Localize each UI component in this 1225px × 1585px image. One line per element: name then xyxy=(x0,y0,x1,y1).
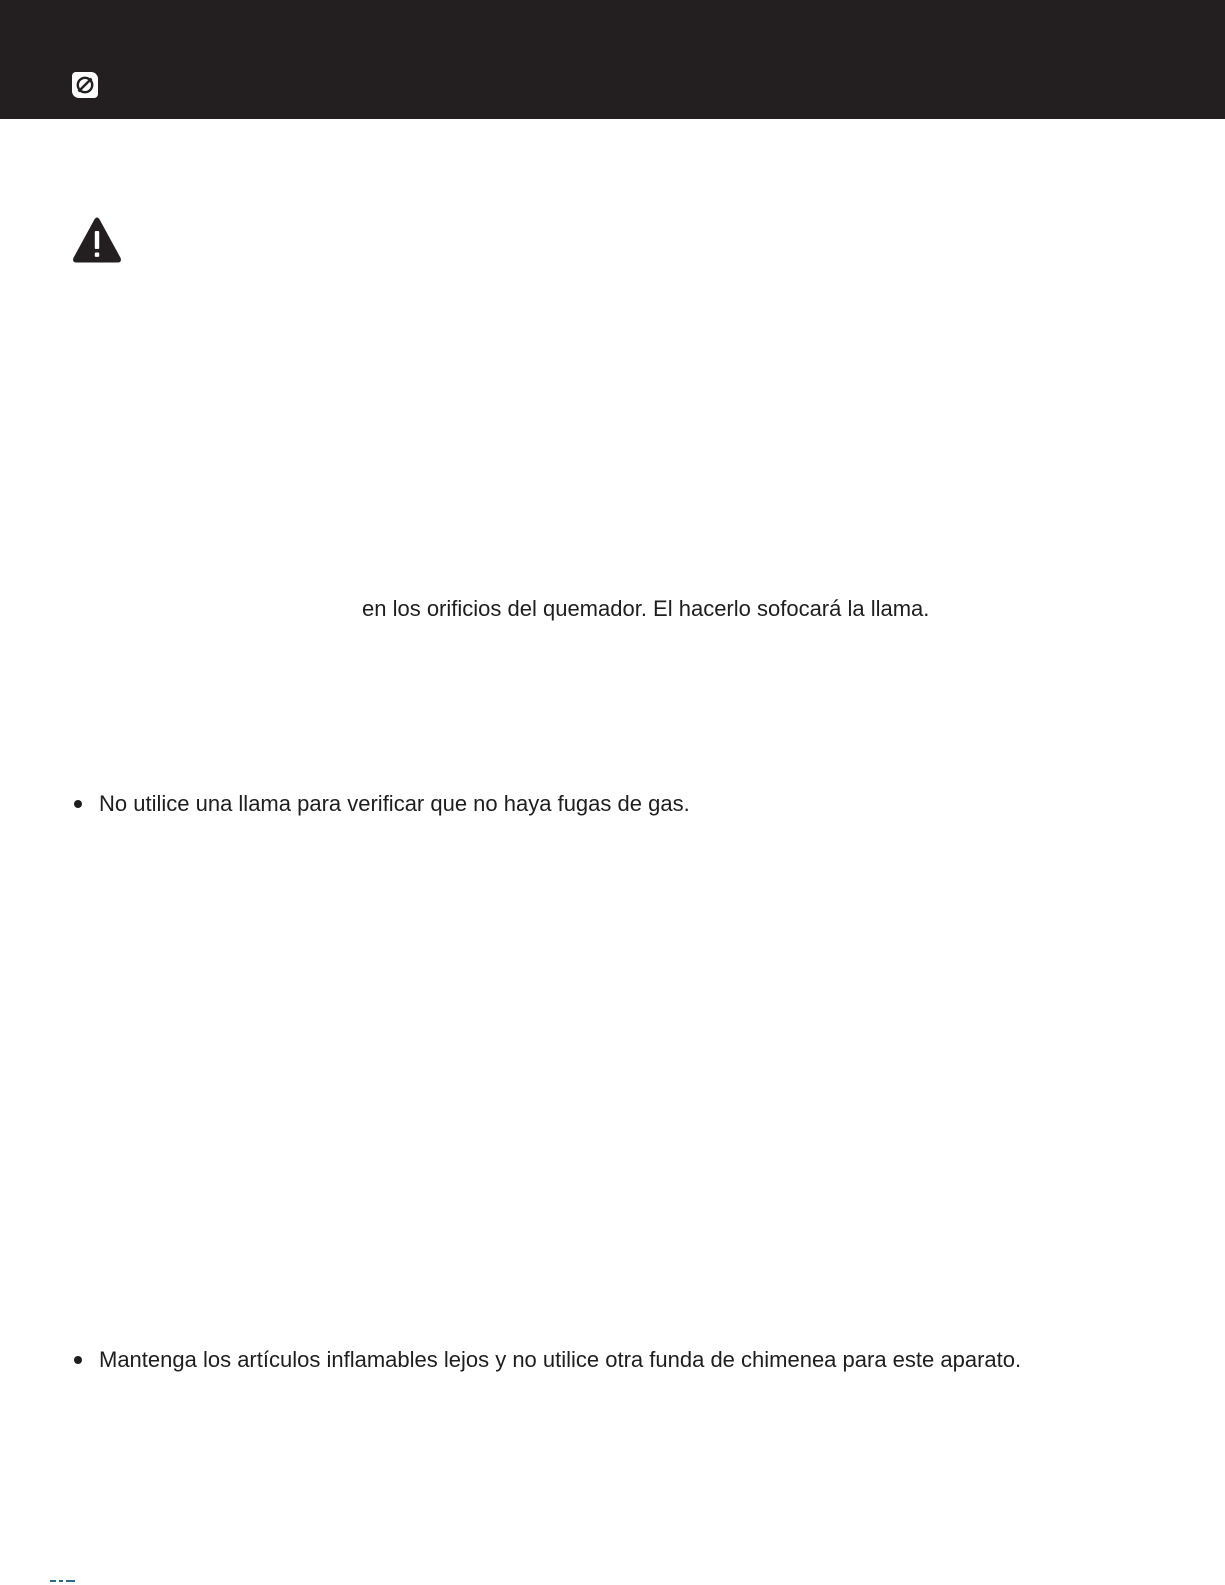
list-item-text: No utilice una llama para verificar que no haya fugas de gas. xyxy=(99,791,690,816)
bullet-icon xyxy=(74,800,82,808)
warning-triangle-icon xyxy=(72,216,122,264)
list-item-text: Mantenga los artículos inflamables lejos y no utilice otra funda de chimenea para este aparato. xyxy=(99,1347,1022,1372)
body-text-line: en los orificios del quemador. El hacerlo sofocará la llama. xyxy=(362,596,930,621)
footer-mark-icon xyxy=(50,1579,78,1583)
brand-logo-icon xyxy=(72,72,98,98)
bullet-icon xyxy=(74,1356,82,1364)
header-bar xyxy=(0,0,1225,119)
